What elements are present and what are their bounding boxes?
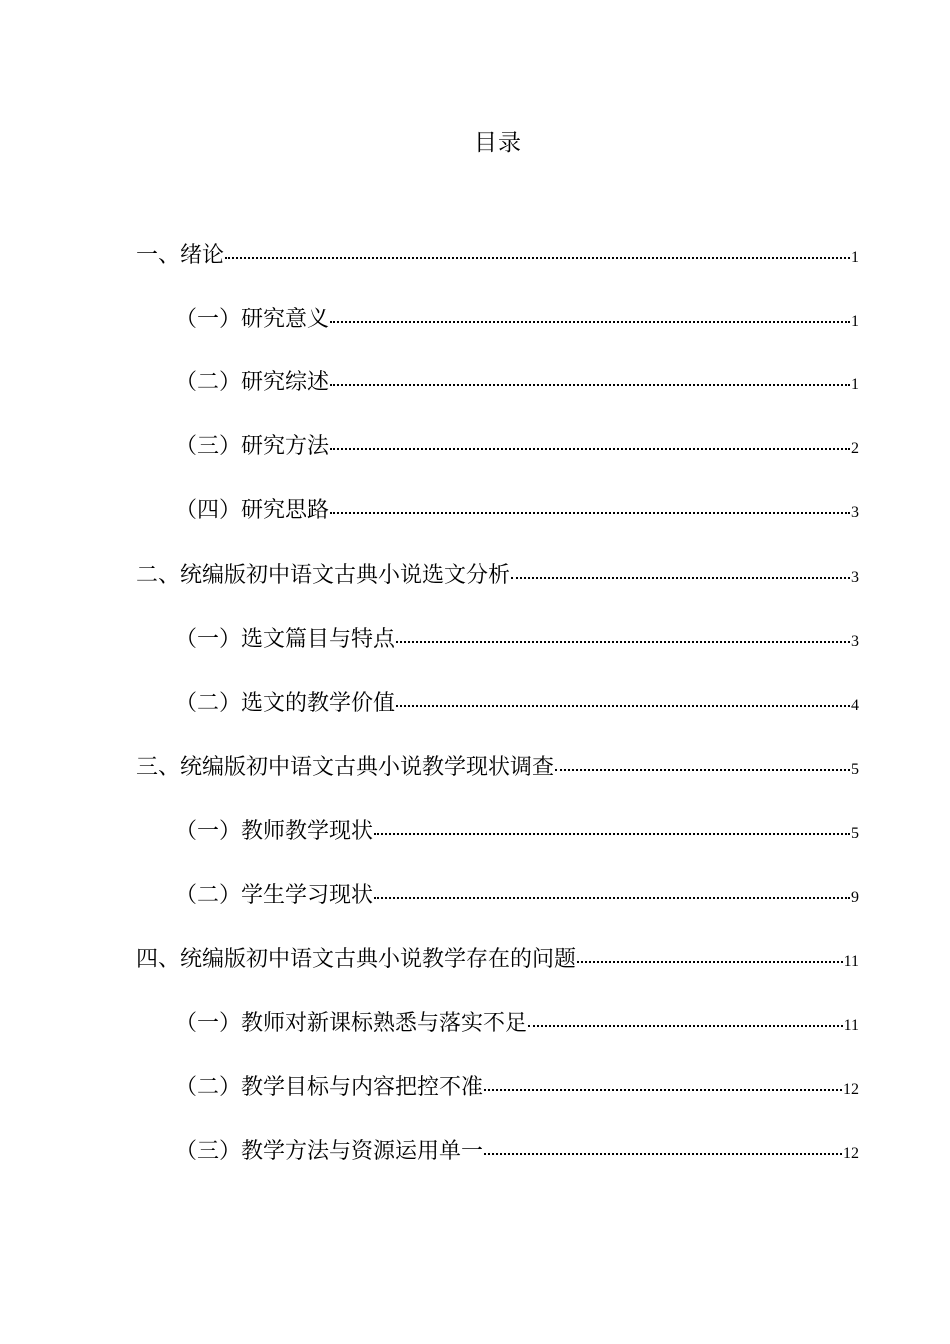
toc-entry-page: 1 [851, 249, 859, 266]
toc-entry-page: 9 [851, 889, 859, 906]
toc-entry-label: （二）教学目标与内容把控不准 [175, 1075, 484, 1100]
toc-entry[interactable] [175, 302, 859, 336]
toc-entry-label: 三、统编版初中语文古典小说教学现状调查 [136, 755, 555, 780]
toc-entry-label: 一、绪论 [136, 243, 225, 268]
toc-entry[interactable] [175, 1006, 859, 1040]
toc-entry-label: （一）教师教学现状 [175, 819, 374, 844]
toc-dot-leader [577, 961, 843, 963]
toc-entry-page: 3 [851, 633, 859, 650]
toc-entry-label: （三）研究方法 [175, 434, 330, 459]
toc-dot-leader [330, 448, 850, 450]
toc-dot-leader [484, 1153, 842, 1155]
toc-title: 目录 [474, 130, 522, 156]
toc-dot-leader [396, 641, 850, 643]
toc-dot-leader [484, 1089, 842, 1091]
toc-dot-leader [374, 897, 850, 899]
toc-entry-page: 11 [843, 1017, 859, 1034]
toc-entry-label: （一）教师对新课标熟悉与落实不足 [175, 1011, 528, 1036]
toc-entry-page: 5 [851, 761, 859, 778]
toc-dot-leader [511, 577, 850, 579]
toc-entry-label: 四、统编版初中语文古典小说教学存在的问题 [136, 947, 577, 972]
toc-entry-page: 3 [851, 504, 859, 521]
toc-entry-page: 11 [843, 953, 859, 970]
toc-entry[interactable] [175, 429, 859, 463]
toc-entry[interactable] [175, 1134, 859, 1168]
toc-entry-label: （二）选文的教学价值 [175, 691, 396, 716]
toc-entry-label: （二）研究综述 [175, 370, 330, 395]
toc-entry-label: （三）教学方法与资源运用单一 [175, 1139, 484, 1164]
toc-entry[interactable] [175, 365, 859, 399]
toc-entry-page: 1 [851, 376, 859, 393]
toc-entry-label: （一）研究意义 [175, 307, 330, 332]
toc-entry-label: （二）学生学习现状 [175, 883, 374, 908]
toc-dot-leader [555, 769, 850, 771]
toc-entry-label: 二、统编版初中语文古典小说选文分析 [136, 563, 511, 588]
toc-entry[interactable] [175, 1070, 859, 1104]
toc-entry-page: 2 [851, 440, 859, 457]
toc-dot-leader [330, 384, 850, 386]
toc-entry-label: （四）研究思路 [175, 498, 330, 523]
toc-dot-leader [396, 705, 850, 707]
toc-entry-label: （一）选文篇目与特点 [175, 627, 396, 652]
toc-dot-leader [330, 321, 850, 323]
toc-dot-leader [330, 512, 850, 514]
toc-entry[interactable] [175, 686, 859, 720]
toc-entry[interactable] [175, 493, 859, 527]
toc-dot-leader [528, 1025, 843, 1027]
toc-dot-leader [225, 257, 850, 259]
toc-entry-page: 4 [851, 697, 859, 714]
toc-entry-page: 12 [843, 1145, 859, 1162]
toc-entry-page: 3 [851, 569, 859, 586]
toc-entry[interactable] [136, 238, 859, 272]
toc-dot-leader [374, 833, 850, 835]
toc-entry-page: 1 [851, 313, 859, 330]
toc-entry-page: 12 [843, 1081, 859, 1098]
toc-entry[interactable] [136, 558, 859, 592]
toc-entry[interactable] [175, 878, 859, 912]
toc-entry[interactable] [136, 942, 859, 976]
toc-entry[interactable] [136, 750, 859, 784]
toc-entry[interactable] [175, 622, 859, 656]
toc-entry[interactable] [175, 814, 859, 848]
toc-entry-page: 5 [851, 825, 859, 842]
